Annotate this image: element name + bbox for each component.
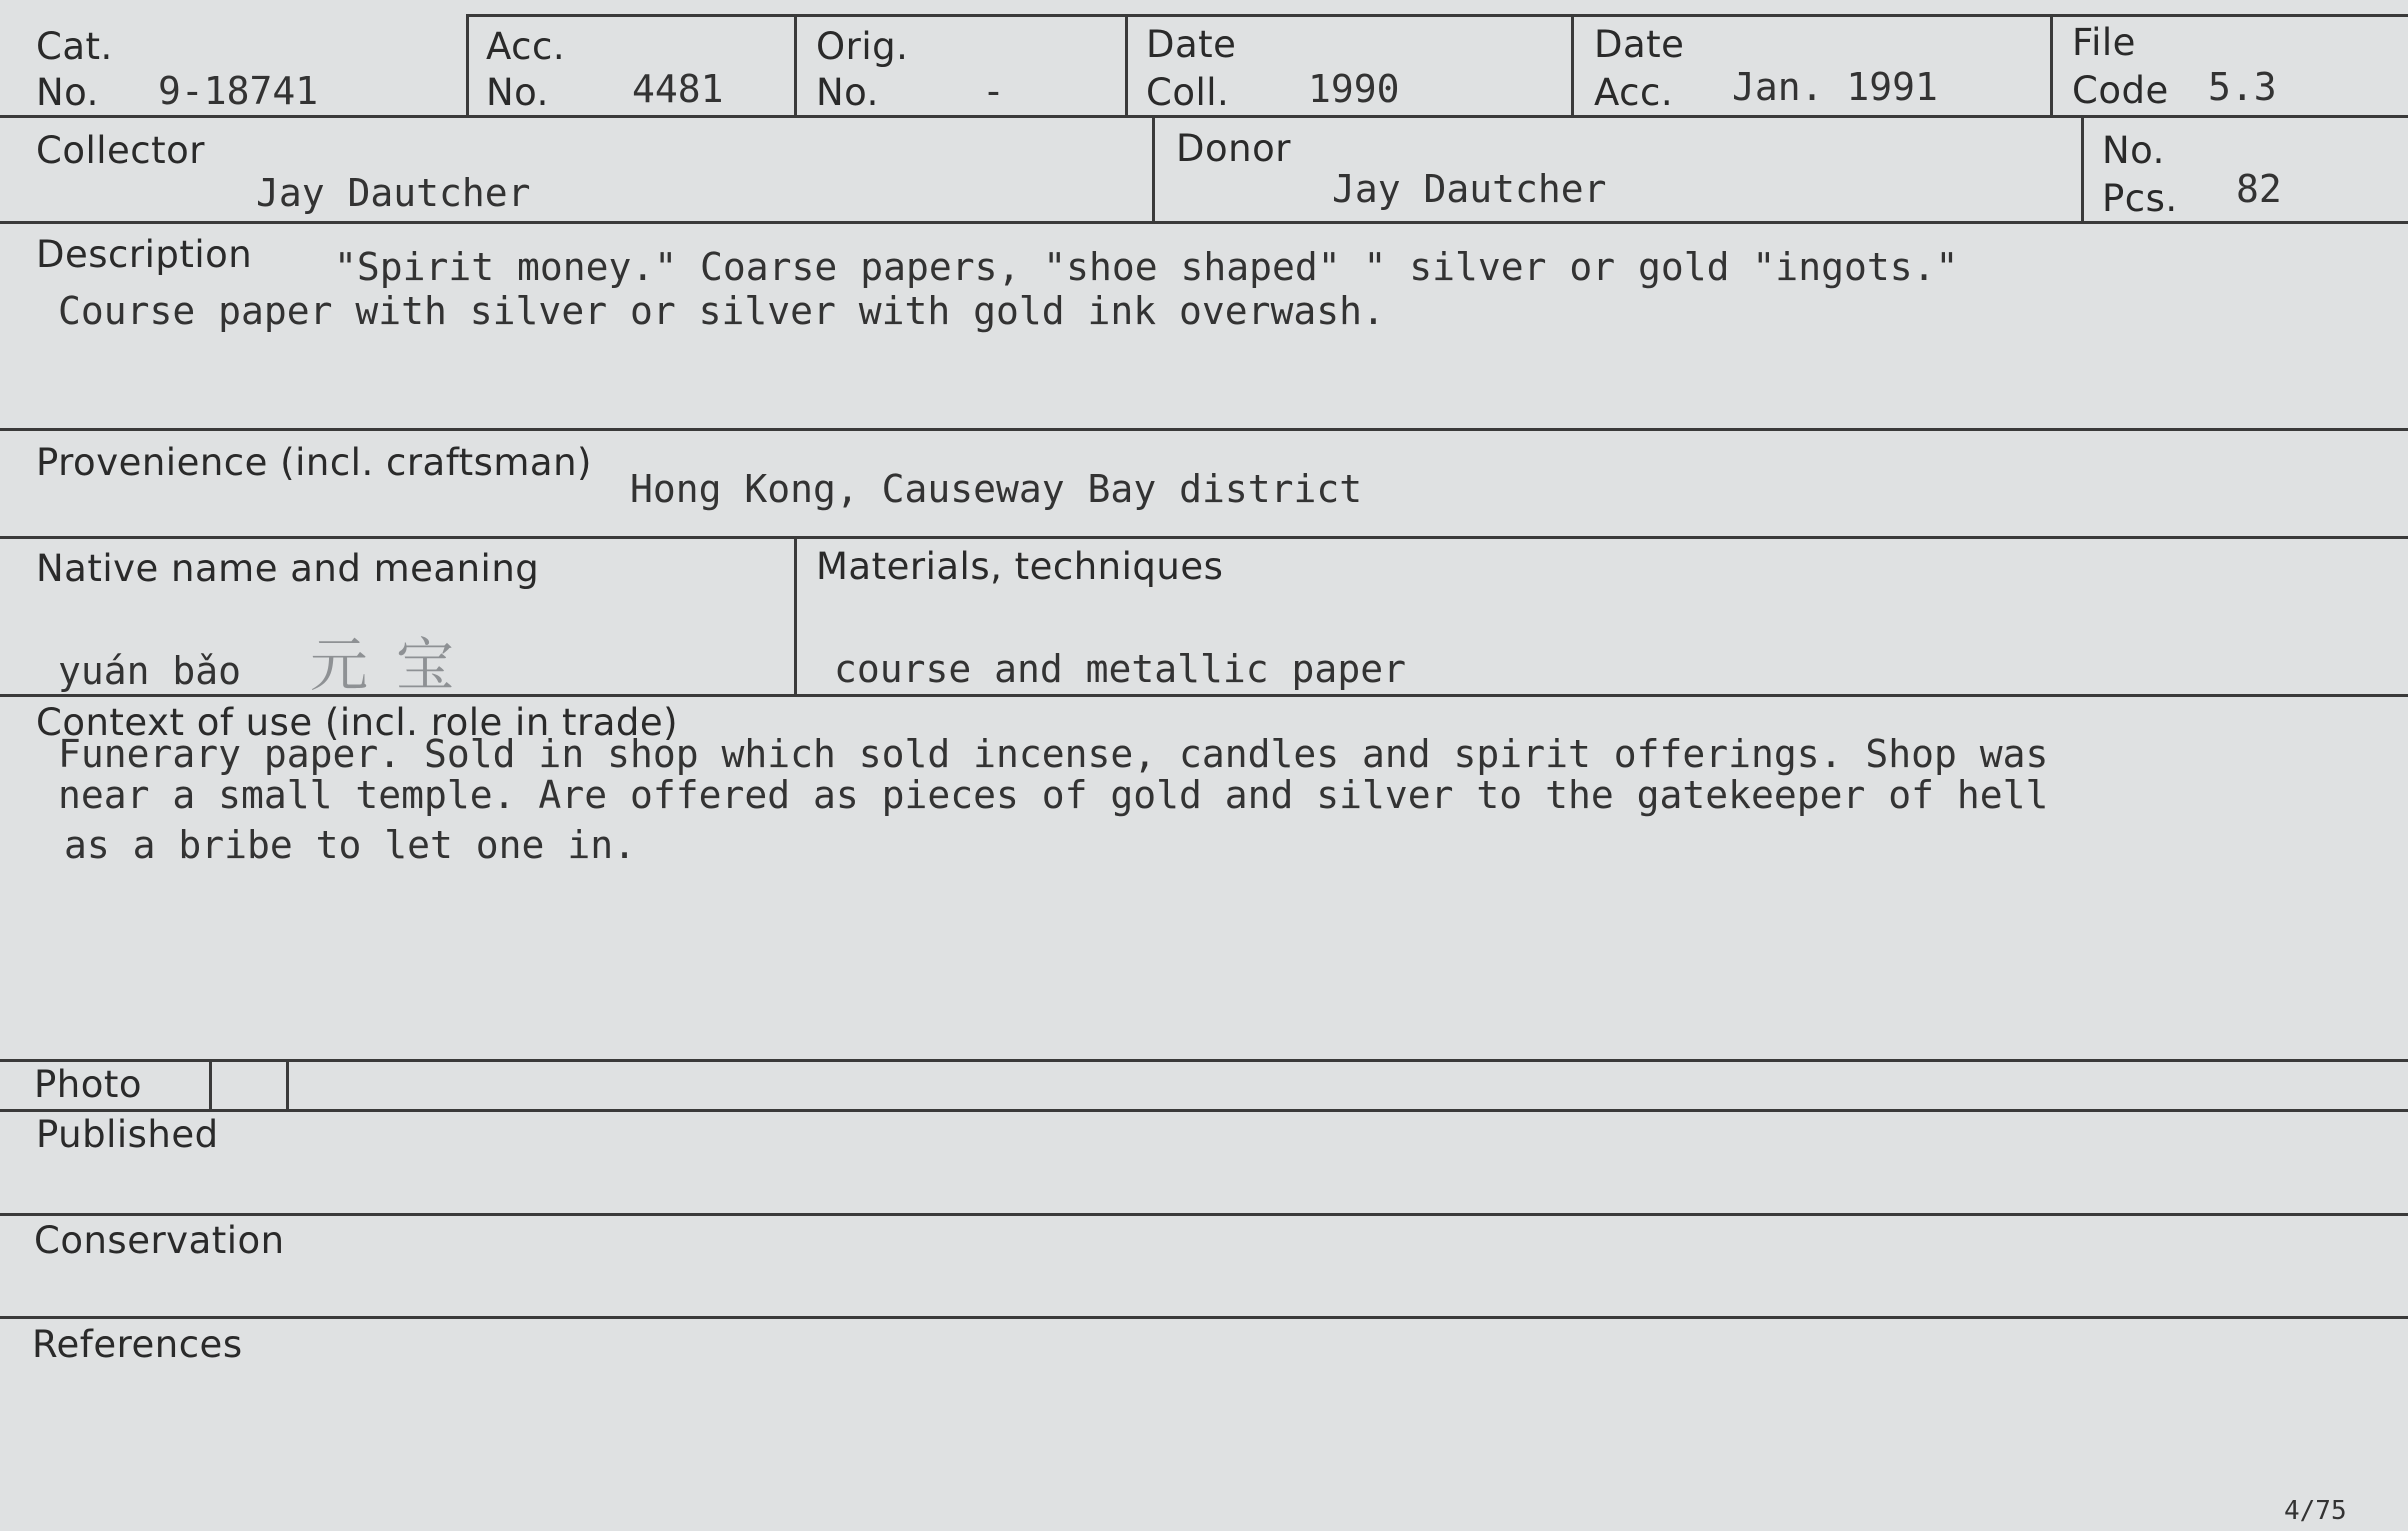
date-accessioned: Jan. 1991 xyxy=(1732,65,1938,109)
rule-photo-bottom xyxy=(0,1109,2408,1112)
file-code: 5.3 xyxy=(2208,65,2277,109)
rule-conservation-bottom xyxy=(0,1316,2408,1319)
divider-acc-orig xyxy=(794,14,797,117)
pieces-label-2: Pcs. xyxy=(2102,177,2178,220)
orig-number: - xyxy=(982,69,1005,113)
rule-header-top xyxy=(468,14,2408,17)
orig-label-2: No. xyxy=(816,71,879,114)
cat-label-2: No. xyxy=(36,71,99,114)
acc-number: 4481 xyxy=(632,67,724,111)
divider-collector-donor xyxy=(1152,116,1155,223)
native-name-chinese: 元宝 xyxy=(310,631,483,699)
native-name-label: Native name and meaning xyxy=(36,547,540,590)
date-collected: 1990 xyxy=(1308,67,1400,111)
cat-label-1: Cat. xyxy=(36,25,113,68)
divider-donor-pieces xyxy=(2081,116,2084,223)
conservation-label: Conservation xyxy=(34,1219,285,1262)
rule-context-bottom xyxy=(0,1059,2408,1062)
context-line-3: as a bribe to let one in. xyxy=(64,823,636,867)
collector-value: Jay Dautcher xyxy=(256,171,531,215)
form-number: 4/75 xyxy=(2284,1496,2347,1526)
file-label-1: File xyxy=(2072,21,2136,64)
divider-datecoll-dateacc xyxy=(1571,14,1574,117)
description-line-2: Course paper with silver or silver with gold ink overwash. xyxy=(58,289,1385,333)
native-name-value: yuán bǎo xyxy=(58,649,242,693)
references-label: References xyxy=(32,1323,243,1366)
date-coll-label-1: Date xyxy=(1146,23,1237,66)
context-label: Context of use (incl. role in trade) xyxy=(36,701,679,744)
cat-number: 9-18741 xyxy=(158,69,319,113)
acc-label-1: Acc. xyxy=(486,25,566,68)
description-label: Description xyxy=(36,233,253,276)
materials-label: Materials, techniques xyxy=(816,545,1224,588)
materials-value: course and metallic paper xyxy=(834,647,1406,691)
rule-collector-bottom xyxy=(0,221,2408,224)
rule-published-bottom xyxy=(0,1213,2408,1216)
rule-header-bottom xyxy=(0,115,2408,118)
date-coll-label-2: Coll. xyxy=(1146,71,1230,114)
photo-box-right xyxy=(286,1059,289,1111)
provenience-label: Provenience (incl. craftsman) xyxy=(36,441,592,484)
photo-box-left xyxy=(209,1059,212,1111)
divider-orig-datecoll xyxy=(1125,14,1128,117)
date-acc-label-2: Acc. xyxy=(1594,71,1674,114)
published-label: Published xyxy=(36,1113,219,1156)
pieces-label-1: No. xyxy=(2102,129,2165,172)
rule-description-bottom xyxy=(0,428,2408,431)
context-line-2: near a small temple. Are offered as pieces of gold and silver to the gatekeeper of hell xyxy=(58,773,2049,817)
provenience-value: Hong Kong, Causeway Bay district xyxy=(630,467,1363,511)
description-line-1: "Spirit money." Coarse papers, "shoe shaped" " silver or gold "ingots." xyxy=(334,245,1959,289)
collector-label: Collector xyxy=(36,129,205,172)
divider-dateacc-file xyxy=(2050,14,2053,117)
photo-label: Photo xyxy=(34,1063,143,1106)
file-label-2: Code xyxy=(2072,69,2169,112)
acc-label-2: No. xyxy=(486,71,549,114)
pieces-value: 82 xyxy=(2236,167,2282,211)
date-acc-label-1: Date xyxy=(1594,23,1685,66)
donor-value: Jay Dautcher xyxy=(1332,167,1607,211)
divider-native-materials xyxy=(794,537,797,696)
orig-label-1: Orig. xyxy=(816,25,909,68)
divider-cat-acc xyxy=(466,14,469,117)
donor-label: Donor xyxy=(1176,127,1291,170)
context-line-1: Funerary paper. Sold in shop which sold incense, candles and spirit offerings. Shop was xyxy=(58,732,2049,776)
rule-provenience-bottom xyxy=(0,536,2408,539)
